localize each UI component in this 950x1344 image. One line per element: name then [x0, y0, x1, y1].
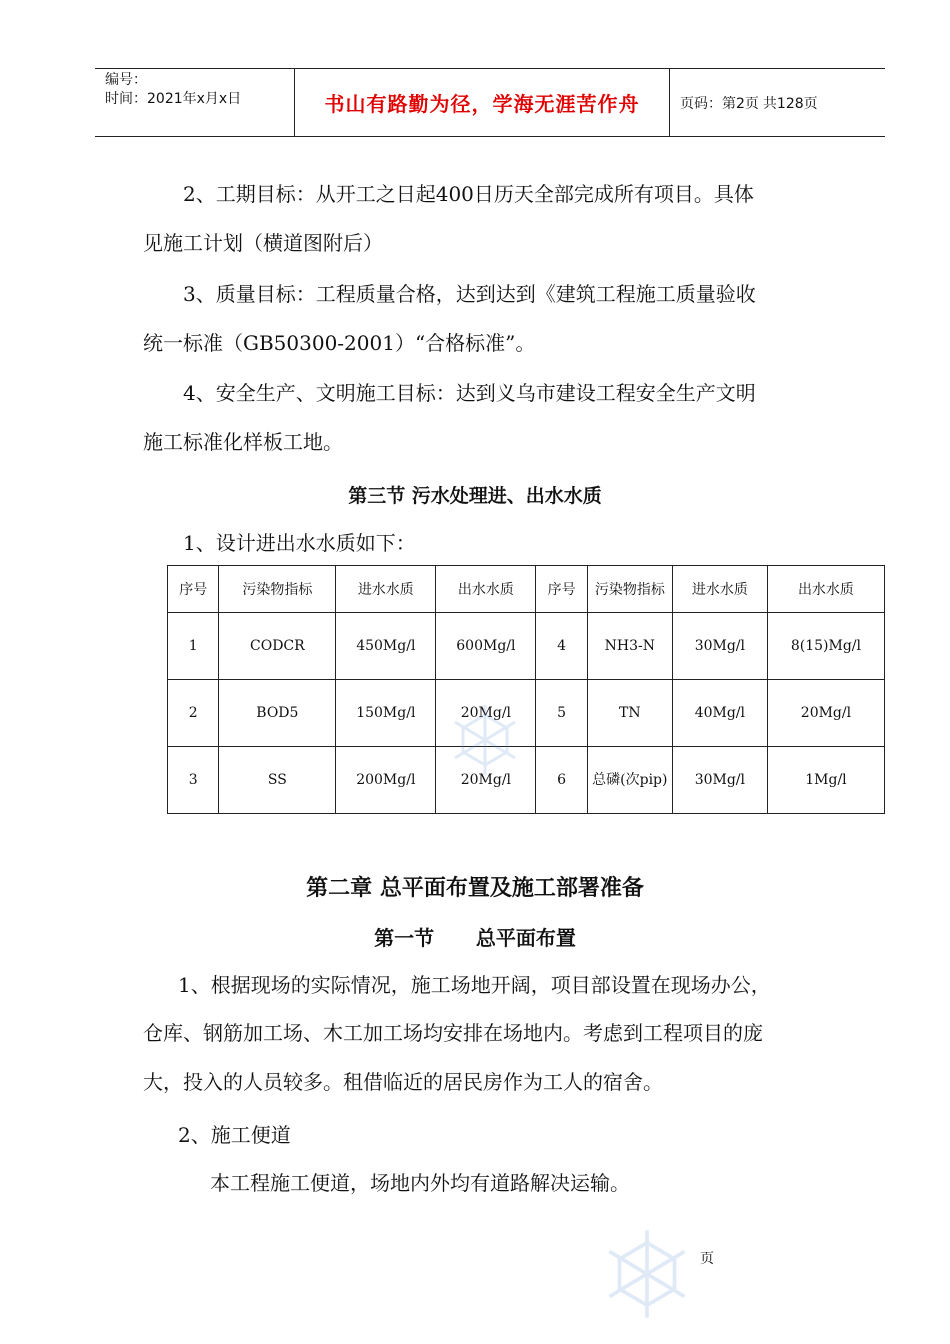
table-cell: 600Mg/l [436, 613, 536, 680]
goal-quality-line2: 统一标准（GB50300-2001）“合格标准”。 [143, 331, 536, 355]
table-header-cell: 污染物指标 [587, 566, 672, 613]
goal-schedule-line2: 见施工计划（横道图附后） [143, 231, 383, 255]
snowflake-watermark-icon [445, 700, 525, 780]
table-cell: 8(15)Mg/l [767, 613, 884, 680]
table-cell: 20Mg/l [436, 680, 536, 747]
table-cell: 450Mg/l [336, 613, 436, 680]
table-header-row [168, 566, 885, 613]
table-header-cell: 序号 [168, 566, 219, 613]
table-row [168, 747, 885, 814]
table-cell: 30Mg/l [672, 613, 767, 680]
table-cell: 5 [536, 680, 587, 747]
table-cell: 2 [168, 680, 219, 747]
table-cell: BOD5 [219, 680, 336, 747]
table-cell: 20Mg/l [436, 747, 536, 814]
goal-safety-line1: 4、安全生产、文明施工目标：达到义乌市建设工程安全生产文明 [183, 381, 756, 405]
snowflake-watermark-icon [597, 1224, 697, 1324]
header-meta [95, 69, 295, 136]
layout-para-line2: 仓库、钢筋加工场、木工加工场均安排在场地内。考虑到工程项目的庞 [143, 1021, 763, 1045]
access-road-heading: 2、施工便道 [178, 1123, 291, 1147]
goal-quality-line1: 3、质量目标：工程质量合格，达到达到《建筑工程施工质量验收 [183, 282, 756, 306]
doc-date: 时间：2021年x月x日 [105, 91, 242, 107]
table-intro: 1、设计进出水水质如下： [183, 531, 416, 555]
table-cell: 40Mg/l [672, 680, 767, 747]
table-cell: 30Mg/l [672, 747, 767, 814]
table-header-cell: 污染物指标 [219, 566, 336, 613]
table-cell: TN [587, 680, 672, 747]
table-cell: 总磷(次pip) [587, 747, 672, 814]
doc-code: 编号： [105, 72, 147, 88]
page-header [95, 68, 885, 137]
chapter2-title: 第二章 总平面布置及施工部署准备 [306, 876, 644, 901]
layout-para-line3: 大，投入的人员较多。租借临近的居民房作为工人的宿舍。 [143, 1070, 663, 1094]
water-quality-table [167, 565, 885, 814]
table-cell: 1 [168, 613, 219, 680]
table-cell: NH3-N [587, 613, 672, 680]
section1-title: 第一节 总平面布置 [374, 926, 576, 950]
goal-schedule-line1: 2、工期目标：从开工之日起400日历天全部完成所有项目。具体 [183, 182, 754, 206]
table-header-cell: 出水水质 [436, 566, 536, 613]
table-cell: 150Mg/l [336, 680, 436, 747]
table-header-cell: 进水水质 [336, 566, 436, 613]
table-cell: 200Mg/l [336, 747, 436, 814]
table-cell: 3 [168, 747, 219, 814]
table-header-cell: 进水水质 [672, 566, 767, 613]
page-number: 页码：第2页 [680, 95, 759, 112]
table-header-cell: 出水水质 [767, 566, 884, 613]
table-cell: 1Mg/l [767, 747, 884, 814]
table-row [168, 680, 885, 747]
footer-page-suffix: 页 [700, 1251, 714, 1267]
table-cell: 4 [536, 613, 587, 680]
table-cell: 20Mg/l [767, 680, 884, 747]
header-page-info [670, 69, 885, 136]
layout-para-line1: 1、根据现场的实际情况，施工场地开阔，项目部设置在现场办公， [178, 973, 771, 997]
table-row [168, 613, 885, 680]
goal-safety-line2: 施工标准化样板工地。 [143, 430, 343, 454]
header-motto: 书山有路勤为径，学海无涯苦作舟 [295, 69, 670, 136]
table-cell: 6 [536, 747, 587, 814]
table-header-cell: 序号 [536, 566, 587, 613]
section3-title: 第三节 污水处理进、出水水质 [348, 485, 602, 507]
table-cell: CODCR [219, 613, 336, 680]
table-cell: SS [219, 747, 336, 814]
page-total: 共128页 [762, 95, 818, 112]
access-road-text: 本工程施工便道，场地内外均有道路解决运输。 [210, 1171, 630, 1195]
